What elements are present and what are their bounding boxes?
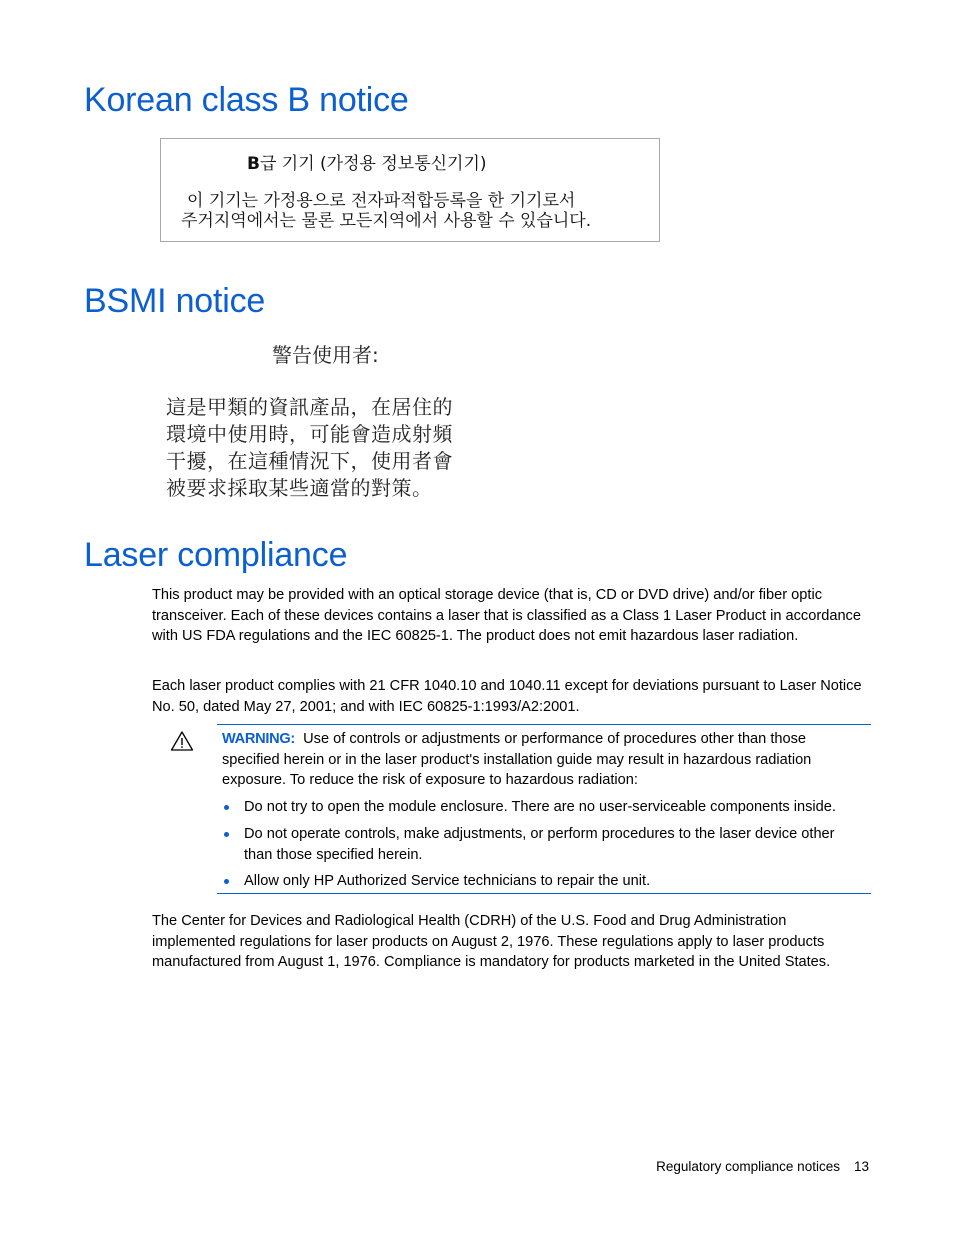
bsmi-notice-line-1: 這是甲類的資訊產品，在居住的 <box>166 395 453 419</box>
korean-notice-line-1: 이 기기는 가정용으로 전자파적합등록을 한 기기로서 <box>187 191 576 211</box>
korean-notice-image <box>160 138 660 242</box>
warning-box <box>217 724 871 894</box>
warning-bullet-item <box>222 824 862 865</box>
korean-title-rest: 급 기기 (가정용 정보통신기기) <box>259 154 487 174</box>
korean-notice-title <box>247 153 487 175</box>
laser-paragraph-1: This product may be provided with an optical storage device (that is, CD or DVD drive) and/or fiber optic transceiver. Each of these devices contains a laser that is classified as a Class 1 Laser Product in accordance with US FDA regulations and the IEC 60825-1. The product does not emit hazardous laser radiation. <box>152 587 861 644</box>
warning-bullet-item <box>222 797 862 818</box>
warning-bullet-text: Do not try to open the module enclosure. There are no user-serviceable components inside. <box>244 799 836 815</box>
warning-bullet-text: Do not operate controls, make adjustments, or perform procedures to the laser device other than those specified herein. <box>244 826 835 863</box>
page-number: 13 <box>853 1159 869 1174</box>
warning-body: Use of controls or adjustments or performance of procedures other than those specified herein or in the laser product's installation guide may result in hazardous radiation exposure. To reduce the risk of exposure to hazardous radiation: <box>222 731 812 788</box>
heading-bsmi-notice: BSMI notice <box>84 282 266 320</box>
warning-label: WARNING: <box>222 731 295 747</box>
korean-notice-line-2: 주거지역에서는 물론 모든지역에서 사용할 수 있습니다. <box>181 211 592 231</box>
laser-paragraph-3: The Center for Devices and Radiological Health (CDRH) of the U.S. Food and Drug Administration implemented regulations for laser products on August 2, 1976. These regulations apply to laser products manufactured from August 1, 1976. Compliance is mandatory for products marketed in the United States. <box>152 913 831 970</box>
bullet-dot-icon <box>224 879 229 884</box>
warning-bullet-text: Allow only HP Authorized Service technicians to repair the unit. <box>244 873 651 889</box>
page-footer <box>656 1158 869 1176</box>
bsmi-notice-line-4: 被要求採取某些適當的對策。 <box>166 476 433 500</box>
heading-korean-class-b: Korean class B notice <box>84 81 409 119</box>
warning-triangle-icon <box>170 730 194 752</box>
footer-section-title: Regulatory compliance notices <box>656 1159 840 1174</box>
korean-title-bold: B <box>247 154 260 174</box>
laser-paragraph-2: Each laser product complies with 21 CFR 1040.10 and 1040.11 except for deviations pursuant to Laser Notice No. 50, dated May 27, 2001; and with IEC 60825-1:1993/A2:2001. <box>152 678 862 715</box>
bsmi-notice-title: 警告使用者: <box>272 343 379 367</box>
bullet-dot-icon <box>224 832 229 837</box>
bsmi-notice-line-2: 環境中使用時，可能會造成射頻 <box>166 422 453 446</box>
bsmi-notice-line-3: 干擾，在這種情況下，使用者會 <box>166 449 453 473</box>
warning-text <box>222 729 862 791</box>
bullet-dot-icon <box>224 805 229 810</box>
heading-laser-compliance: Laser compliance <box>84 536 348 574</box>
warning-bullet-item <box>222 871 862 892</box>
